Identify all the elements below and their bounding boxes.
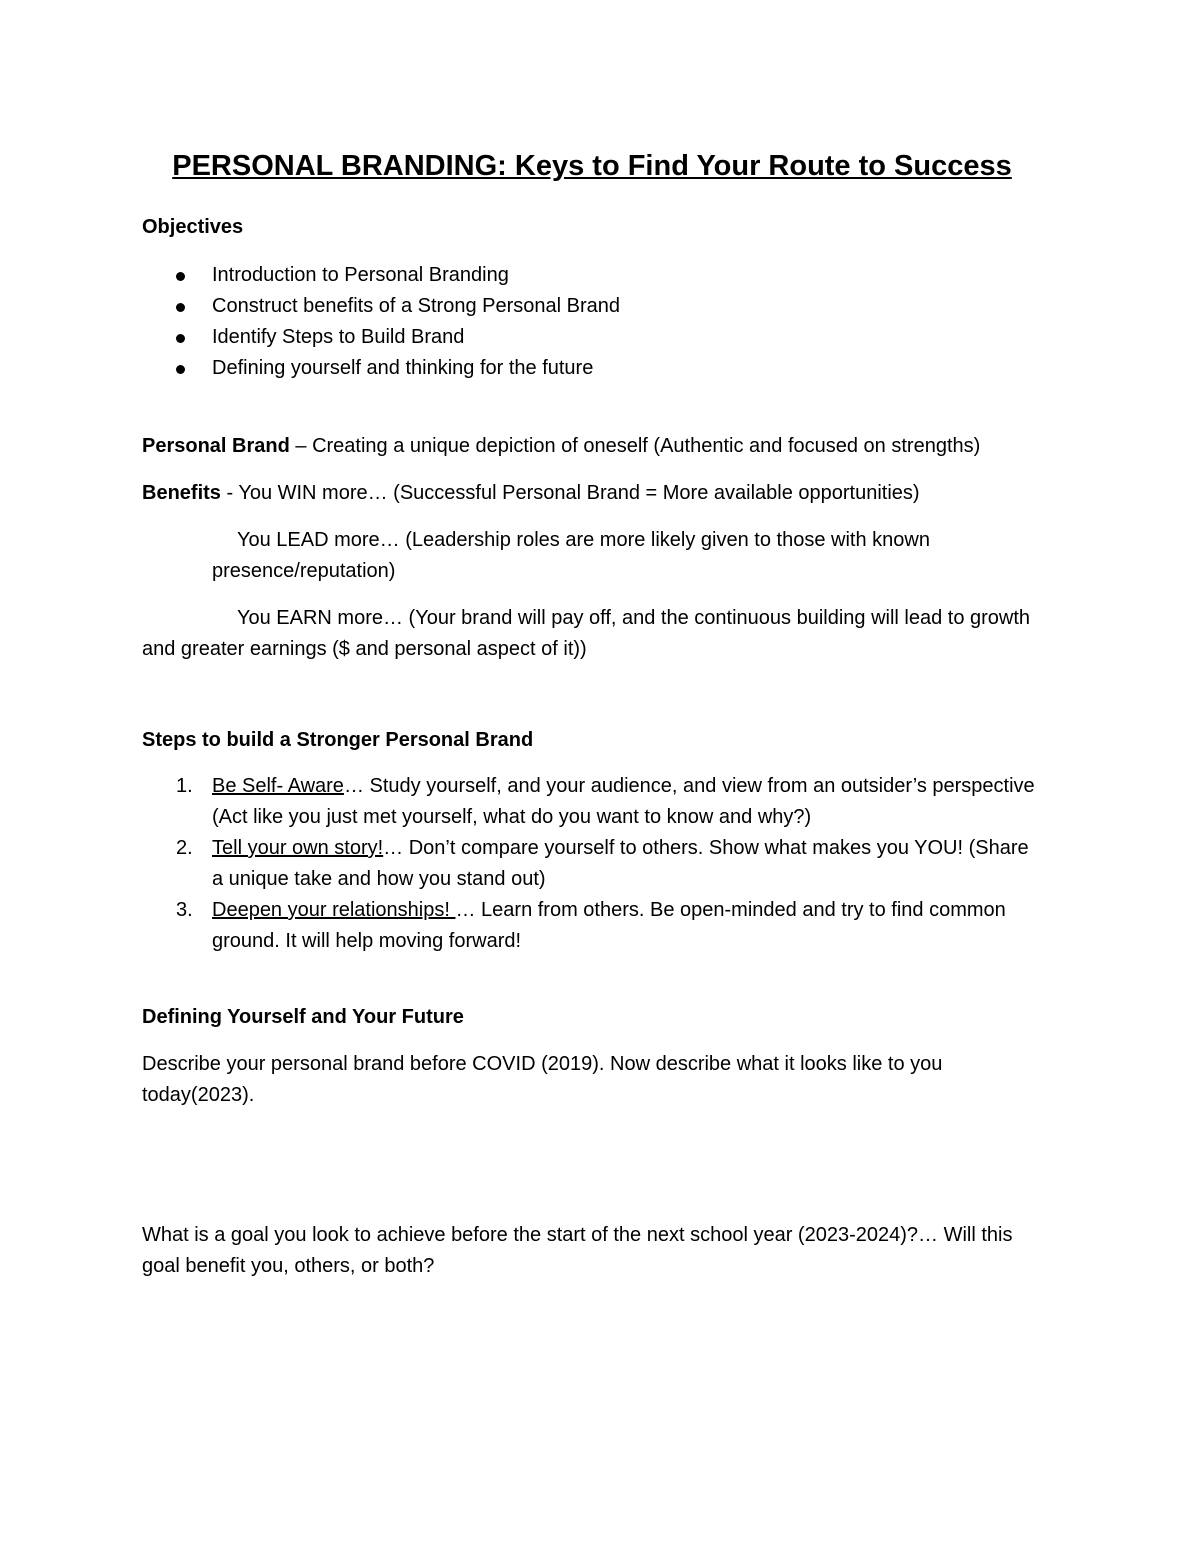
steps-list <box>142 771 1042 957</box>
defining-question-2: What is a goal you look to achieve before the start of the next school year (2023-2024)?… Will this goal benefit you, others, or both? <box>142 1224 1013 1277</box>
bullet-icon <box>176 365 185 374</box>
defining-question-1: Describe your personal brand before COVID (2019). Now describe what it looks like to you today(2023). <box>142 1053 943 1106</box>
list-item: Defining yourself and thinking for the future <box>212 353 1042 384</box>
benefits-win: Benefits - You WIN more… (Successful Personal Brand = More available opportunities) <box>142 482 920 504</box>
objectives-heading: Objectives <box>142 216 244 238</box>
list-item: Identify Steps to Build Brand <box>212 322 1042 353</box>
list-item: 1. Be Self- Aware… Study yourself, and your audience, and view from an outsider’s perspective (Act like you just met yourself, what do you want to know and why?) <box>176 775 1035 828</box>
bullet-icon <box>176 303 185 312</box>
list-item: Introduction to Personal Branding <box>212 260 1042 291</box>
list-item: Construct benefits of a Strong Personal Brand <box>212 291 1042 322</box>
benefits-term: Benefits <box>142 482 221 504</box>
bullet-icon <box>176 334 185 343</box>
objectives-list <box>142 260 1042 384</box>
document-page <box>142 140 1042 1282</box>
list-item: 2. Tell your own story!… Don’t compare yourself to others. Show what makes you YOU! (Share a unique take and how you stand out) <box>176 837 1029 890</box>
bullet-icon <box>176 272 185 281</box>
benefits-lead: You LEAD more… (Leadership roles are more likely given to those with known presence/reputation) <box>212 529 930 582</box>
page-title: PERSONAL BRANDING: Keys to Find Your Route to Success <box>172 150 1012 182</box>
defining-heading: Defining Yourself and Your Future <box>142 1006 464 1028</box>
steps-heading: Steps to build a Stronger Personal Brand <box>142 729 534 751</box>
benefits-earn: You EARN more… (Your brand will pay off, and the continuous building will lead to growth and greater earnings ($ and personal aspect of it)) <box>142 607 1031 660</box>
personal-brand-term: Personal Brand <box>142 435 290 457</box>
personal-brand-definition: Personal Brand – Creating a unique depiction of oneself (Authentic and focused on strengths) <box>142 435 981 457</box>
list-item: 3. Deepen your relationships! … Learn from others. Be open-minded and try to find common ground. It will help moving forward! <box>176 899 1006 952</box>
